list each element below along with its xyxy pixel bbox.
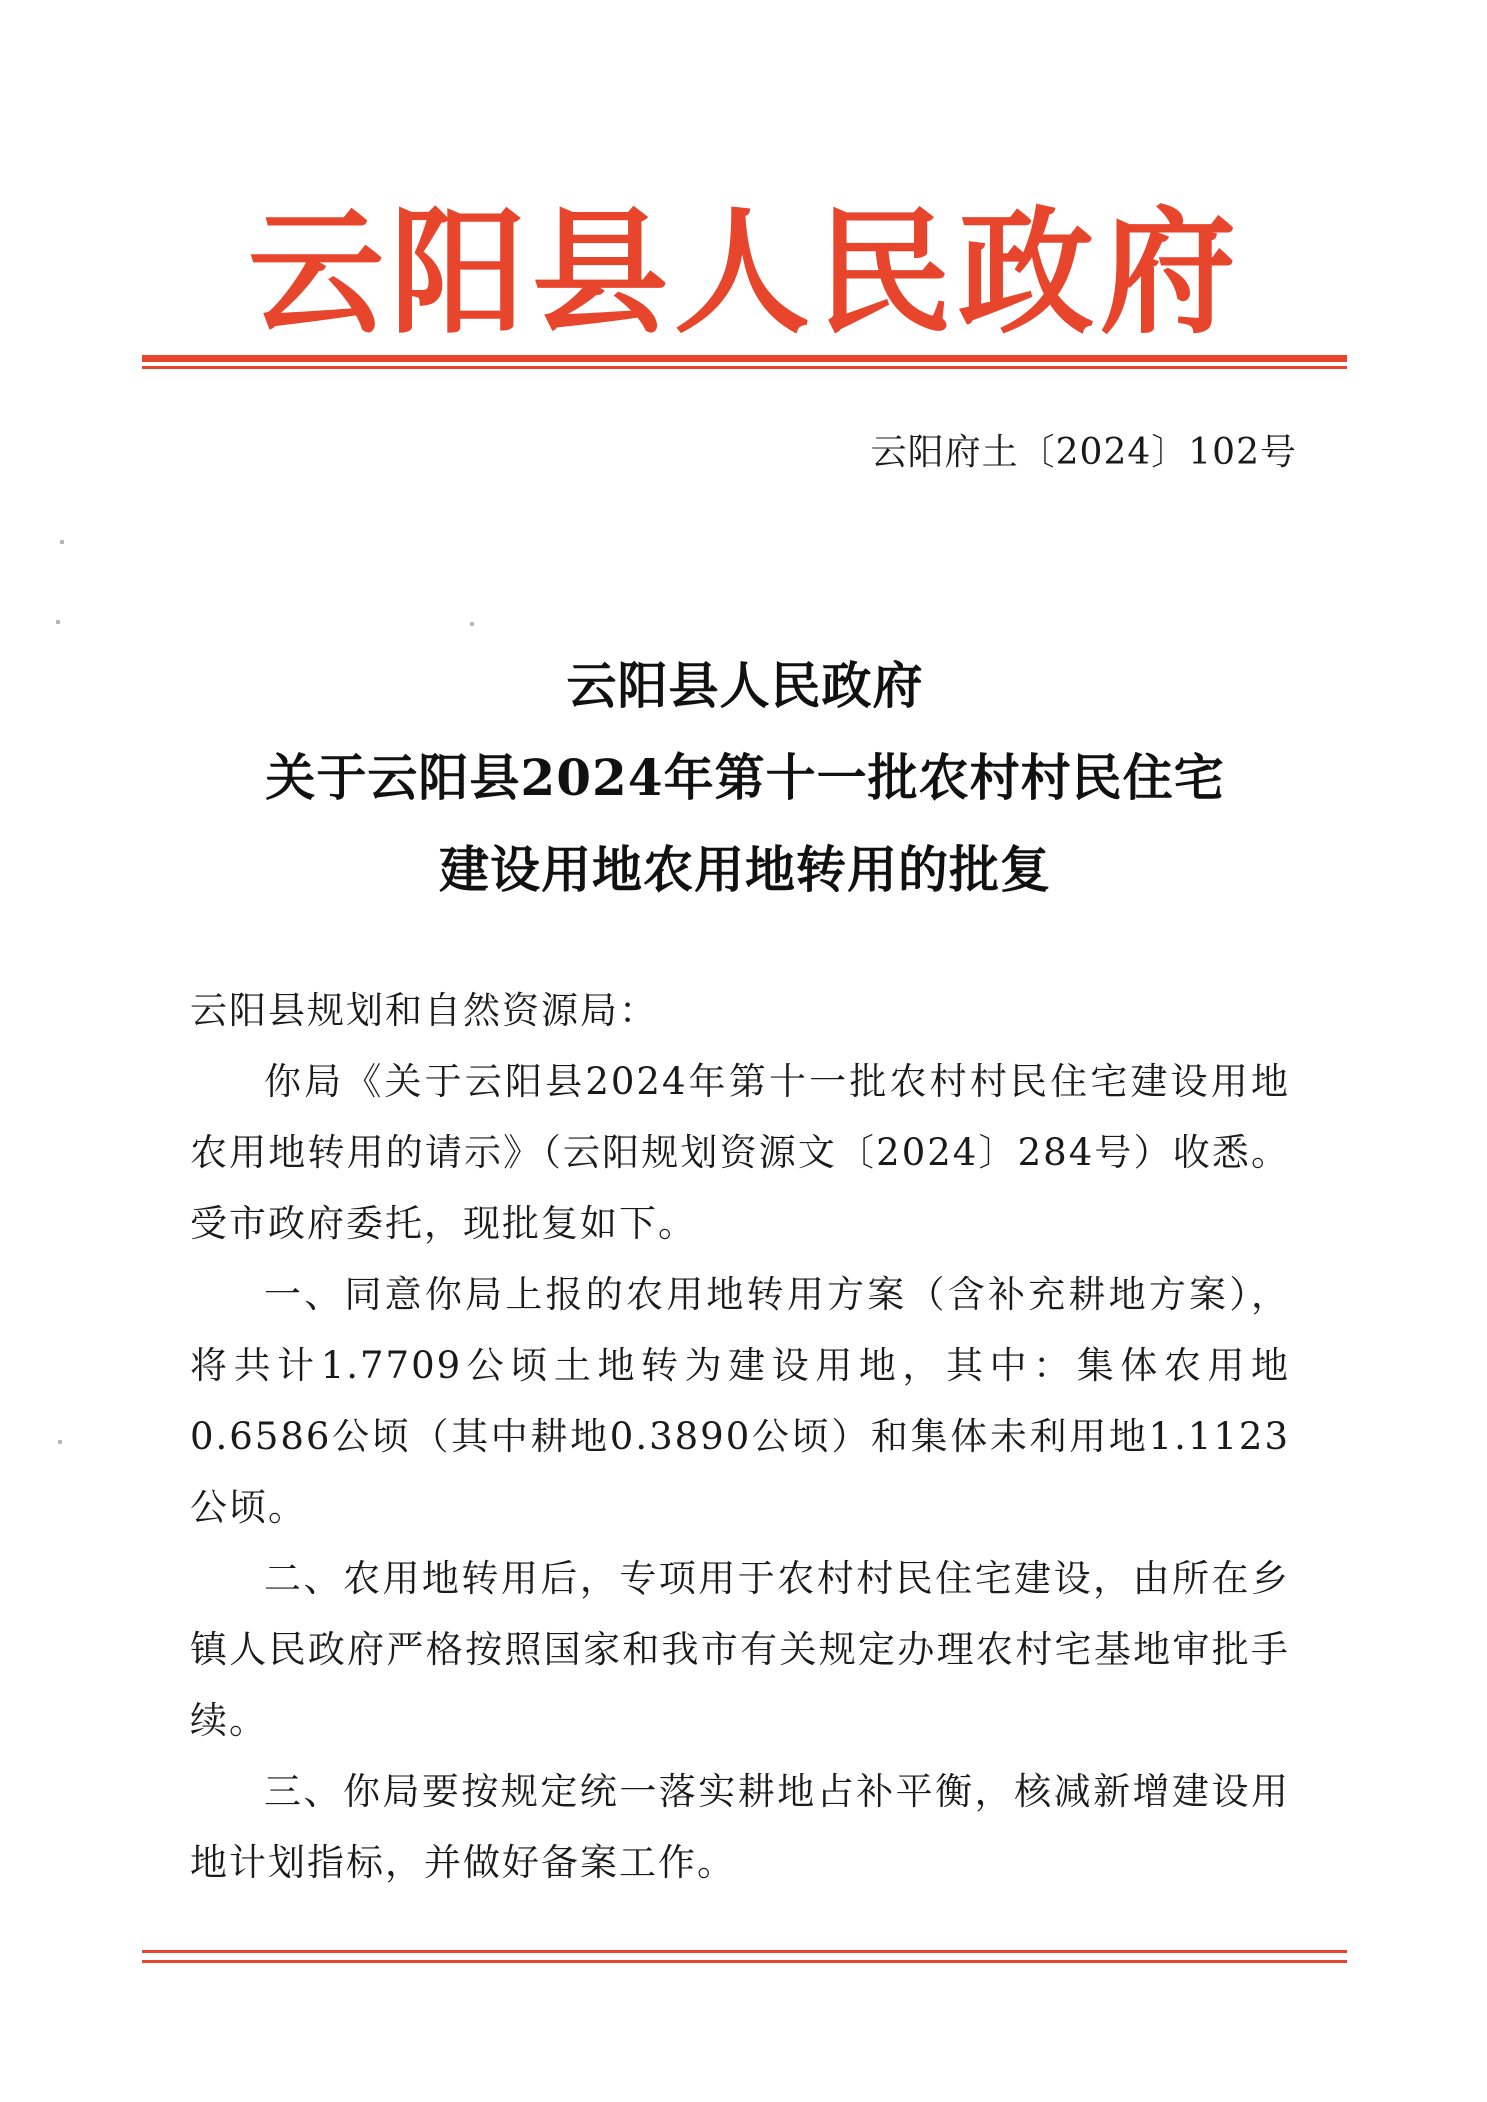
paragraph-item-1: 一、同意你局上报的农用地转用方案（含补充耕地方案），将共计1.7709公顷土地转为建设用地，其中：集体农用地0.6586公顷（其中耕地0.3890公顷）和集体未利用地1.1123公顷。 [190, 1273, 1290, 1529]
scan-speck [56, 620, 60, 624]
paragraph-item-3: 三、你局要按规定统一落实耕地占补平衡，核减新增建设用地计划指标，并做好备案工作。 [190, 1770, 1290, 1884]
paragraph-intro: 你局《关于云阳县2024年第十一批农村村民住宅建设用地农用地转用的请示》（云阳规划资源文〔2024〕284号）收悉。受市政府委托，现批复如下。 [190, 1060, 1290, 1245]
document-body [190, 975, 1290, 1898]
masthead-rule-thin [142, 366, 1347, 369]
masthead-title: 云阳县人民政府 [248, 193, 1242, 353]
scan-speck [58, 1440, 62, 1444]
document-title [140, 640, 1350, 916]
scan-speck [60, 540, 64, 544]
footer-rule-top [142, 1950, 1347, 1953]
recipient-line: 云阳县规划和自然资源局： [190, 989, 658, 1032]
footer-rule-bottom [142, 1960, 1347, 1963]
title-line-3: 建设用地农用地转用的批复 [439, 840, 1051, 899]
masthead-rule-thick [142, 355, 1347, 362]
scan-speck [470, 622, 474, 626]
title-line-1: 云阳县人民政府 [566, 656, 924, 715]
paragraph-item-2: 二、农用地转用后，专项用于农村村民住宅建设，由所在乡镇人民政府严格按照国家和我市有关规定办理农村宅基地审批手续。 [190, 1557, 1290, 1742]
title-line-2: 关于云阳县2024年第十一批农村村民住宅 [265, 748, 1225, 807]
document-number: 云阳府土〔2024〕102号 [870, 432, 1297, 473]
